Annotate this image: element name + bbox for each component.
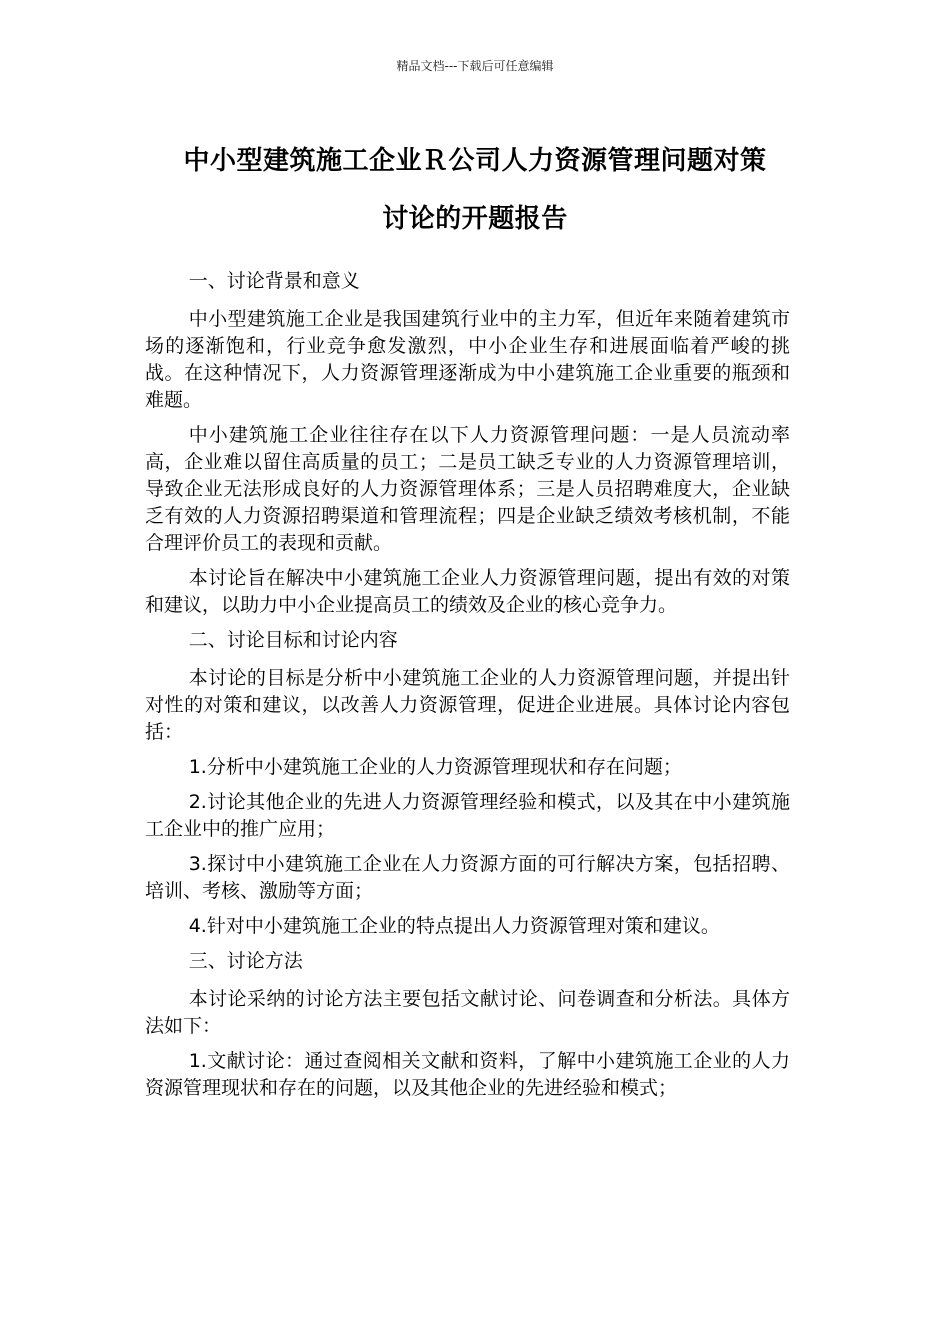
paragraph: 本讨论采纳的讨论方法主要包括文献讨论、问卷调查和分析法。具体方法如下： [145,988,790,1037]
header-note: 精品文档---下载后可任意编辑 [396,59,554,73]
paragraph: 本讨论的目标是分析中小建筑施工企业的人力资源管理问题，并提出针对性的对策和建议，以改善人力资源管理，促进企业进展。具体讨论内容包括： [145,667,790,743]
title-line-2: 讨论的开题报告 [382,204,568,234]
list-item: 2.讨论其他企业的先进人力资源管理经验和模式，以及其在中小建筑施工企业中的推广应用； [145,791,790,840]
section-heading-goals: 二、讨论目标和讨论内容 [188,629,398,651]
title-line-1: 中小型建筑施工企业Ｒ公司人力资源管理问题对策 [183,146,767,176]
paragraph: 中小型建筑施工企业是我国建筑行业中的主力军，但近年来随着建筑市场的逐渐饱和，行业竞争愈发激烈，中小企业生存和进展面临着严峻的挑战。在这种情况下，人力资源管理逐渐成为中小建筑施工企业重要的瓶颈和难题。 [145,308,790,411]
document-body [145,268,790,1110]
list-item: 3.探讨中小建筑施工企业在人力资源方面的可行解决方案，包括招聘、培训、考核、激励等方面； [145,853,790,902]
section-heading-background: 一、讨论背景和意义 [188,270,360,292]
list-item: 4.针对中小建筑施工企业的特点提出人力资源管理对策和建议。 [188,915,720,937]
paragraph: 本讨论旨在解决中小建筑施工企业人力资源管理问题，提出有效的对策和建议，以助力中小企业提高员工的绩效及企业的核心竞争力。 [145,567,790,616]
list-item: 1.分析中小建筑施工企业的人力资源管理现状和存在问题； [188,756,682,778]
document-title [145,132,805,248]
section-heading-methods: 三、讨论方法 [188,950,303,972]
list-item: 1.文献讨论：通过查阅相关文献和资料，了解中小建筑施工企业的人力资源管理现状和存在的问题，以及其他企业的先进经验和模式； [145,1050,790,1099]
paragraph: 中小建筑施工企业往往存在以下人力资源管理问题：一是人员流动率高，企业难以留住高质量的员工；二是员工缺乏专业的人力资源管理培训，导致企业无法形成良好的人力资源管理体系；三是人员招聘难度大，企业缺乏有效的人力资源招聘渠道和管理流程；四是企业缺乏绩效考核机制，不能合理评价员工的表现和贡献。 [145,424,790,554]
